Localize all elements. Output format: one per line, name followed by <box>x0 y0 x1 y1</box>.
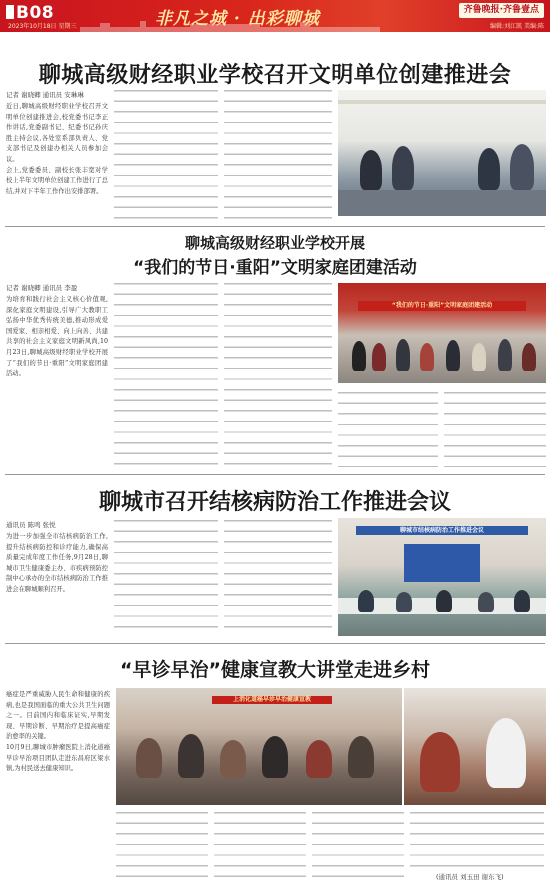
article2-col3 <box>224 283 332 468</box>
article2-photo <box>338 283 546 383</box>
article3-byline: 通讯员 陈鸣 张悦 <box>6 521 56 529</box>
brand-logo: 齐鲁晚报·齐鲁壹点 <box>459 3 544 18</box>
article4-col1 <box>6 690 110 880</box>
article1-para2: 会上,党委委员、副校长张丰宽对学校上半年文明单位创建工作进行了总结,并对下半年工作作出安排部署。 <box>6 166 108 195</box>
article4-photo-audience <box>116 688 402 805</box>
article4-para2: 10月9日,聊城市肿瘤医院上消化道癌早诊早治项目团队走进东昌府区梁水镇,为村民送去健康知识。 <box>6 743 110 773</box>
photo-banner: “我们的节日·重阳”文明家庭团建活动 <box>358 301 526 311</box>
article2-para1: 为培育和践行社会主义核心价值观,深化家庭文明建设,引导广大教职工弘扬中华优秀传统美德,推动形成爱国爱家、相亲相爱、向上向善、共建共享的社会主义家庭文明新风尚,10月23日,聊城高级财经职业学校开展了“我们的节日·重阳”文明家庭团建活动。 <box>6 296 108 378</box>
article3-col2 <box>114 520 218 632</box>
article2-byline: 记者 谢晓卿 通讯员 李盈 <box>6 284 78 292</box>
article4-col5 <box>410 812 544 870</box>
page-header-banner <box>0 0 550 32</box>
article1-col3 <box>224 90 332 220</box>
section-slogan: 非凡之城 · 出彩聊城 <box>155 9 320 29</box>
divider <box>5 643 545 644</box>
article2-title-line1: 聊城高级财经职业学校开展 <box>184 234 365 252</box>
article1-para1: 近日,聊城高级财经职业学校召开文明单位创建推进会,校党委书记李正作讲话,党委副书记、纪委书记孙庆胜主持会议,各处室系部负责人、党支部书记及创建办相关人员参加会议。 <box>6 103 108 163</box>
article4-title: “早诊早治”健康宣教大讲堂走进乡村 <box>120 659 430 681</box>
article2-col5 <box>444 392 546 467</box>
article4-col3 <box>214 812 306 882</box>
divider <box>5 226 545 227</box>
article3-col1 <box>6 532 108 632</box>
article2-col1 <box>6 295 108 470</box>
article3-title: 聊城市召开结核病防治工作推进会议 <box>98 490 451 515</box>
article4-col2 <box>116 812 208 882</box>
article3-para1: 为进一步加强全市结核病防治工作,提升结核病防控和诊疗能力,确保高质量完成年度工作任务,9月28日,聊城市卫生健康委主办、市疾病预防控制中心承办的全市结核病防治工作推进会在聊城顺利召开。 <box>6 533 108 593</box>
article2-col2 <box>114 283 218 468</box>
article1-byline: 记者 谢晓卿 通讯员 安琳琳 <box>6 91 84 99</box>
article1-title: 聊城高级财经职业学校召开文明单位创建推进会 <box>38 63 512 88</box>
article1-col2 <box>114 90 218 220</box>
article1-photo <box>338 90 546 216</box>
article3-col3 <box>224 520 332 632</box>
article4-para1: 癌症是严重威胁人民生命和健康的疾病,也是我国面临的重大公共卫生问题之一。目前国内和临床证实,早期发现、早期诊断、早期治疗是提高癌症治愈率的关键。 <box>6 691 110 741</box>
photo-banner: 聊城市结核病防治工作推进会议 <box>356 526 528 535</box>
article2-col4 <box>338 392 438 467</box>
article2-title-line2: “我们的节日·重阳”文明家庭团建活动 <box>133 258 417 278</box>
projection-screen <box>404 544 480 582</box>
date-line: 2023年10月18日 星期三 <box>8 23 77 30</box>
article1-col1 <box>6 102 108 222</box>
editor-line: 编辑:刘江凯 美编:陈 <box>490 23 544 30</box>
photo-banner: 上消化道癌早诊早治健康宣教 <box>212 696 332 704</box>
divider <box>5 474 545 475</box>
article4-photo-consultation <box>404 688 546 805</box>
article4-credit: (通讯员 刘玉田 谢东飞) <box>436 873 504 881</box>
article4-col4 <box>312 812 404 882</box>
page-number: B08 <box>6 3 54 23</box>
article3-photo <box>338 518 546 636</box>
